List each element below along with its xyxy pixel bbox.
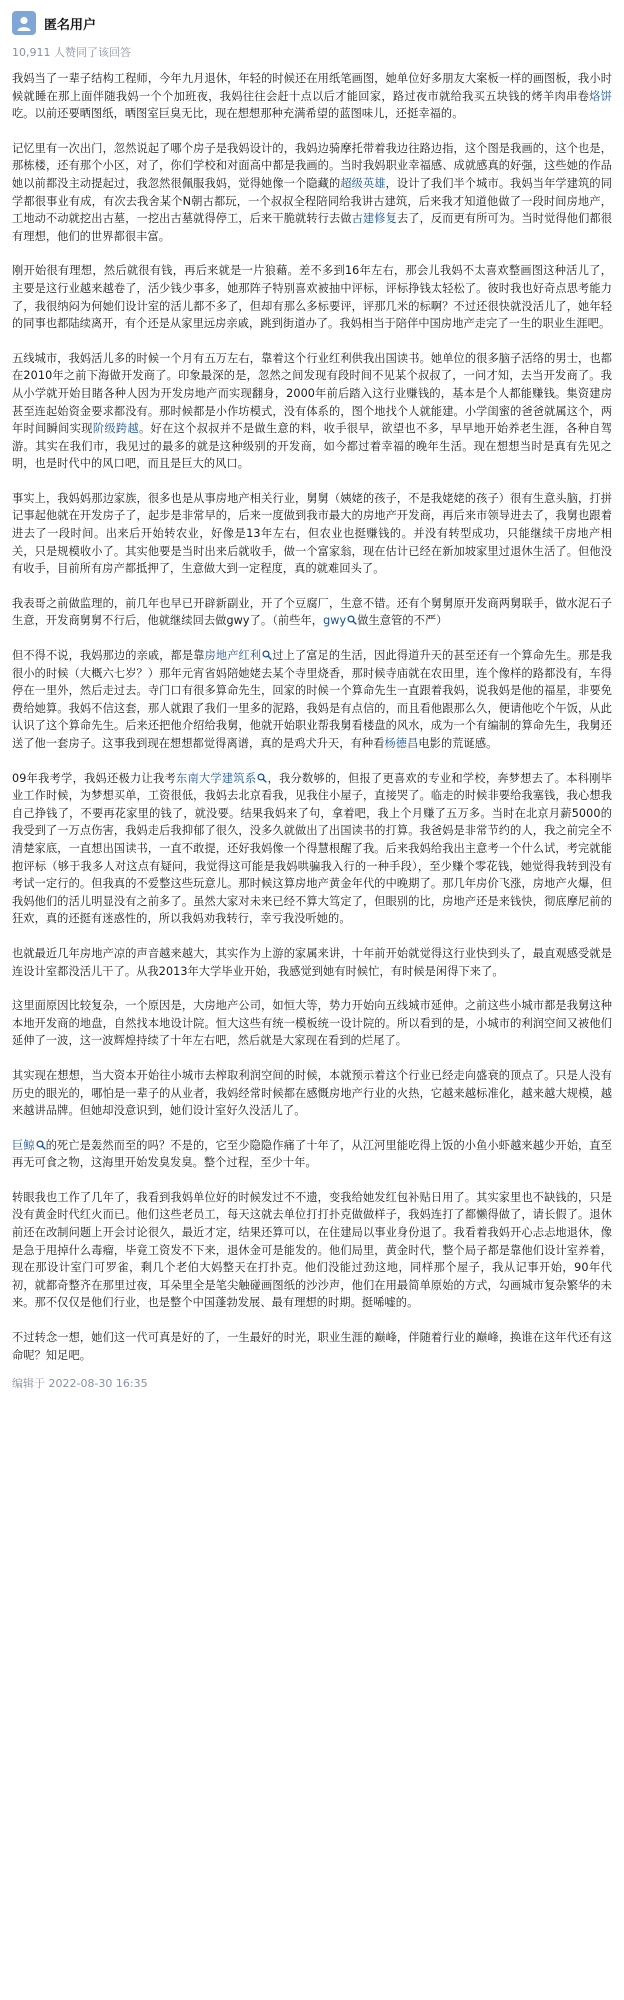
inline-keyword-link[interactable]: gwy bbox=[323, 614, 347, 628]
text-segment: 。好在这个叔叔并不是做生意的料，收手很早，欲望也不多，早早地开始养老生涯，各种自驾游。其实在我们市，我见过的最多的就是这种级别的开发商，如今都过着幸福的晚年生活。现在想想当时是真有先见之明，也是时代中的风口吧，而且是巨大的风口。 bbox=[12, 422, 613, 471]
answer-paragraph bbox=[12, 945, 612, 980]
inline-keyword-link[interactable]: 阶级跨越 bbox=[92, 422, 139, 436]
search-icon[interactable] bbox=[36, 1140, 46, 1150]
text-segment: 我妈当了一辈子结构工程师，今年九月退休，年轻的时候还在用纸笔画图，她单位好多朋友大案板一样的画图板，我小时候就睡在那上面伴随我妈一个个加班夜，我妈往往会赶十点以后才能回家，路过夜市就给我买五块钱的烤羊肉串卷 bbox=[12, 72, 612, 103]
text-segment: 记忆里有一次出门，忽然说起了哪个房子是我妈设计的，我妈边骑摩托带着我边往路边指，这个图是我画的，这个也是，那栋楼，还有那个小区，对了，你们学校和对面高中都是我画的。当时我妈职业幸福感、成就感真的好强，这些她的作品她以前都没主动提起过，我忽然很佩服我妈，觉得她像一个隐藏的 bbox=[12, 141, 612, 190]
answer-paragraph bbox=[12, 1329, 612, 1364]
avatar[interactable] bbox=[12, 11, 36, 35]
answer-content bbox=[12, 70, 612, 1364]
inline-keyword-link[interactable]: 烙饼 bbox=[589, 89, 612, 103]
answer-paragraph bbox=[12, 70, 612, 123]
answer-paragraph bbox=[12, 1067, 612, 1120]
inline-keyword-link[interactable]: 房地产红利 bbox=[204, 649, 262, 663]
answer-paragraph bbox=[12, 1189, 612, 1312]
inline-keyword-link[interactable]: 超级英雄 bbox=[340, 176, 386, 190]
text-segment: ，设计了我们半个城市。我妈当年学建筑的同学都很事业有成，有次去我舍某个N朝古都玩，一个叔叔全程陪同给我讲古建筑，后来我才知道他做了一段时间房地产，工地动不动就挖出古墓，一挖出古墓就得停工，后来干脆就转行去做 bbox=[12, 176, 612, 226]
search-icon[interactable] bbox=[262, 650, 272, 660]
answer-paragraph bbox=[12, 595, 612, 630]
text-segment: 转眼我也工作了几年了，我看到我妈单位好的时候发过不不遗，变我给她发红包补贴日用了。其实家里也不缺钱的，只是没有黄金时代红火而已。他们这些老员工，每天这就去单位打打扑克做做样子，我妈连打了都懒得做了，请长假了。退休前还在改制问题上开会讨论很久，最近才定，结果还算可以，在住建局以事业身份退了。我看着我妈开心忐忐地退休，像是急于甩掉什么毒瘤，毕竟工资发不下来，退休金可是能发的。他们局里，黄金时代，整个局子都是靠他们设计室养着，现在那设计室门可罗雀，剩几个老伯大妈整天在打扑克。他们没能过劲这地，同样那个屋子，我从记事开始，90年代初，就都奇整齐在那里过夜，耳朵里全是笔尖触碰画图纸的沙沙声，他们在用最简单原始的方式，勾画城市复杂繁华的未来。那不仅仅是他们行业，也是整个中国蓬勃发展、最有理想的时期。挺唏嘘的。 bbox=[12, 1190, 612, 1310]
inline-keyword-link[interactable]: 古建修复 bbox=[351, 212, 397, 226]
answer-paragraph bbox=[12, 262, 612, 332]
edit-timestamp[interactable]: 编辑于 2022-08-30 16:35 bbox=[12, 1377, 148, 1391]
text-segment: 电影的荒诞感。 bbox=[418, 737, 498, 750]
text-segment: 这里面原因比较复杂，一个原因是，大房地产公司，如恒大等，势力开始向五线城市延伸。之前这些小城市都是我舅这种本地开发商的地盘，自然找本地设计院。恒大这些有统一模板统一设计院的。所以看到的是，小城市的利润空间又被他们延伸了一波，这一波辉煌持续了十年左右吧，然后就是大家现在看到的烂尾了。 bbox=[12, 999, 612, 1048]
text-segment: 我表哥之前做监理的，前几年也早已开辟新副业，开了个豆腐厂，生意不错。还有个舅舅原开发商两舅联手，做水泥石子生意，开发商舅舅不行后，他就继续回去做gwy了。（前些年， bbox=[12, 596, 612, 628]
text-segment: 其实现在想想，当大资本开始往小城市去榨取利润空间的时候，本就预示着这个行业已经走向盛衰的顶点了。只是人没有历史的眼光的，哪怕是一辈子的从业者，我妈经常时候都在感慨房地产行业的火热，它越来越标准化，越来越大规模，越来越讲品牌。但她却没意识到，她们设计室好久没活儿了。 bbox=[12, 1068, 612, 1118]
search-icon[interactable] bbox=[347, 615, 357, 625]
text-segment: 事实上，我妈妈那边家族，很多也是从事房地产相关行业，舅舅（姨姥的孩子，不是我姥姥的孩子）很有生意头脑，打拼记事起他就在开发房子了，起步是非常早的，后来一度做到我市最大的房地产开发商，再后来市领导进去了，我舅也跟着进去了一段时间。出来后开始转农业，好像是13年左右，但农业也挺赚钱的。并没有转型成功，只能继续干房地产相关，只是规模收小了。其实他要是当时出来后就收手，做一个富家翁，现在估计已经在新加坡家里过退休生活了。但他没有收手，目前所有房产都抵押了，生意做大到一定程度，真的就难回头了。 bbox=[12, 491, 612, 576]
text-segment: 的死亡是轰然而至的吗？不是的，它至少隐隐作痛了十年了，从江河里能吃得上饭的小鱼小虾越来越少开始，直至再无可食之物，这海里开始发臭发臭。整个过程，至少十年。 bbox=[12, 1138, 612, 1170]
answer-paragraph bbox=[12, 770, 612, 928]
text-segment: 过上了富足的生活，因此得道升天的甚至还有一个算命先生。那是我很小的时候（大概六七岁？）那年元宵省妈陪她姥去某个寺里烧香，那时候寺庙就在农田里，连个像样的路都没有，车得停在一里外，然后走过去。寺门口有很多算命先生，回家的时候一个算命先生一直跟着我妈，说我妈是他的福星，非要免费给她算。我妈不信这套，那人就跟了我们一里多的泥路，我妈是有点信的，而且看他跟那么久，便请他吃个午饭，从此认识了这个算命先生。后来还把他介绍给我舅，他就开始职业帮我舅看楼盘的风水，成为一个有编制的算命先生，我舅还送了他一套房子。这事我到现在想想都觉得离谱，真的是鸡犬升天，有种看 bbox=[12, 649, 612, 750]
upvote-count: 10,911 人赞同了该回答 bbox=[12, 46, 131, 59]
text-segment: 去了，反而更有所可为。当时觉得他们都很有理想，他们的世界都很丰富。 bbox=[12, 212, 613, 243]
text-segment: 09年我考学，我妈还极力让我考 bbox=[12, 771, 176, 785]
anonymous-user-icon bbox=[15, 14, 33, 32]
author-name[interactable]: 匿名用户 bbox=[44, 17, 97, 33]
text-segment: 但不得不说，我妈那边的亲戚，都是靠 bbox=[12, 649, 205, 663]
text-segment: ，我分数够的，但报了更喜欢的专业和学校，奔梦想去了。本科刚毕业工作时候，为梦想买单，工资很低，我妈去北京看我，见我住小屋子，直接哭了。临走的时候非要给我塞钱，我心想我自己挣钱了，不要再花家里的钱了，就没要。结果我妈来了句，拿着吧，我上个月赚了五万多。当时在北京月薪5000的我受到了一万点伤害，我妈走后我抑郁了很久，没多久就做出了出国读书的打算。我爸妈是非常节约的人，我之前完全不清楚家底，一直想出国读书，一直不敢提，还好我妈像一个得慧根醒了我。后来我妈给我出主意考一个什么试，考完就能抱评标（够于我多人对这点有疑问，我觉得这可能是我妈哄骗我入行的一种手段），至少赚个零花钱，她觉得我转到没有考试一定行的。但我真的不爱整这些玩意儿。那时候这算房地产黄金年代的中晚期了。那几年房价飞涨，房地产火爆，但我妈他们的活儿明显没有之前多了。虽然大家对未来已经不算大笃定了，但眼别的比，房地产还是来钱快，彻底摩尼前的狂欢，真的还挺有迷惑性的，所以我妈劝我转行，幸亏我没听她的。 bbox=[12, 771, 612, 926]
answer-paragraph bbox=[12, 997, 612, 1050]
inline-keyword-link[interactable]: 巨鲸 bbox=[12, 1138, 35, 1152]
text-segment: 不过转念一想，她们这一代可真是好的了，一生最好的时光，职业生涯的巅峰，伴随着行业的巅峰，换谁在这年代还有这命呢？知足吧。 bbox=[12, 1331, 612, 1362]
text-segment: 也就最近几年房地产凉的声音越来越大，其实作为上游的家属来讲，十年前开始就觉得这行业快到头了，最直观感受就是连设计室都没活儿干了。从我2013年大学毕业开始，我感觉到她有时候忙，有时候是闲得下来了。 bbox=[12, 946, 612, 978]
answer-paragraph bbox=[12, 350, 612, 473]
text-segment: 做生意管的不严） bbox=[357, 614, 448, 628]
search-icon[interactable] bbox=[257, 773, 267, 783]
answer-paragraph bbox=[12, 1137, 612, 1172]
answer-paragraph bbox=[12, 647, 612, 753]
text-segment: 五线城市，我妈活儿多的时候一个月有五万左右，靠着这个行业红利供我出国读书。她单位的很多脑子活络的男士，也都在2010年之前下海做开发商了。印象最深的是，忽然之间发现有段时间不见某个叔叔了，一问才知，去当开发商了。我从小学就开始目睹各种人因为开发房地产而实现翻身，2000年前后踏入这行业赚钱的，基本是个人都能赚钱。集资建房甚至连起始资金要求都没有。那时候都是小作坊模式，没有体系的，图个地找个人就能建。小学闺蜜的爸爸就属这个，两年时间瞬间实现 bbox=[12, 351, 612, 436]
answer-author bbox=[12, 8, 612, 38]
answer-paragraph bbox=[12, 140, 612, 246]
text-segment: 刚开始很有理想，然后就很有钱，再后来就是一片狼藉。差不多到16年左右，那会儿我妈不太喜欢整画图这种活儿了，主要是这行业越来越卷了，活少钱少事多，她那阵子特别喜欢被抽中评标，评标挣钱太轻松了。彼时我也好奇点思考能力了，我很纳闷为何她们设计室的活儿都不多了，但却有那么多标要评，评那几米的标啊？不过还很快就没活儿了，她年轻的同事也都陆续离开，有个还是从家里远房亲戚，跳到街道办了。我妈相当于陪伴中国房地产走完了一生的职业生涯吧。 bbox=[12, 264, 612, 331]
inline-keyword-link[interactable]: 东南大学建筑系 bbox=[175, 771, 257, 785]
text-segment: 吃。以前还要晒图纸，晒图室巨臭无比，现在想想那种充满希望的蓝图味儿，还挺幸福的。 bbox=[12, 107, 464, 121]
answer-paragraph bbox=[12, 490, 612, 578]
inline-keyword-link[interactable]: 杨德昌 bbox=[384, 737, 419, 750]
